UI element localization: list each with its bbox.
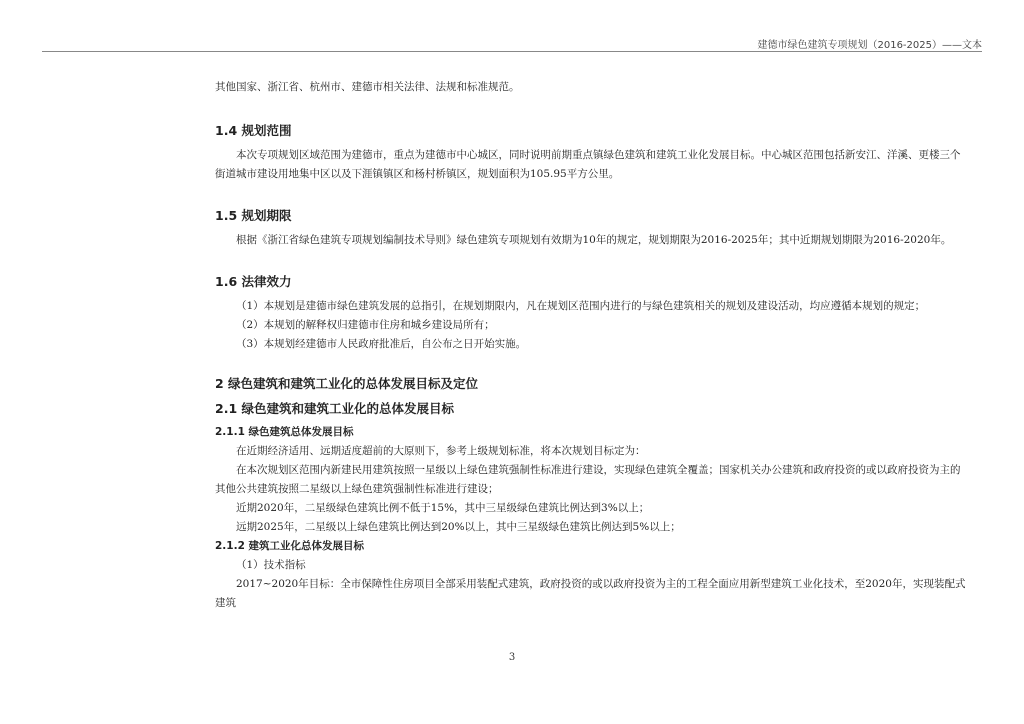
list-1-6 bbox=[215, 297, 966, 354]
heading-2-1-2: 2.1.2 建筑工业化总体发展目标 bbox=[215, 540, 365, 552]
list-item: （2）本规划的解释权归建德市住房和城乡建设局所有； bbox=[236, 319, 495, 331]
heading-1-5: 1.5 规划期限 bbox=[215, 208, 292, 223]
paragraph-2-1-1-b: 在本次规划区范围内新建民用建筑按照一星级以上绿色建筑强制性标准进行建设，实现绿色建筑全覆盖；国家机关办公建筑和政府投资的或以政府投资为主的其他公共建筑按照二星级以上绿色建筑强制性标准进行建设； bbox=[215, 464, 961, 495]
list-item: （1）本规划是建德市绿色建筑发展的总指引，在规划期限内，凡在规划区范围内进行的与绿色建筑相关的规划及建设活动，均应遵循本规划的规定； bbox=[236, 300, 926, 312]
list-item: （1）技术指标 bbox=[236, 559, 306, 571]
paragraph-1-5: 根据《浙江省绿色建筑专项规划编制技术导则》绿色建筑专项规划有效期为10年的规定，规划期限为2016-2025年；其中近期规划期限为2016-2020年。 bbox=[236, 234, 952, 246]
heading-2-1-1: 2.1.1 绿色建筑总体发展目标 bbox=[215, 426, 354, 438]
intro-line: 其他国家、浙江省、杭州市、建德市相关法律、法规和标准规范。 bbox=[215, 81, 520, 93]
list-item: （3）本规划经建德市人民政府批准后，自公布之日开始实施。 bbox=[236, 338, 527, 350]
heading-1-4: 1.4 规划范围 bbox=[215, 123, 292, 138]
page-number: 3 bbox=[508, 652, 516, 663]
paragraph-2-1-1-a: 在近期经济适用、远期适度超前的大原则下，参考上级规划标准，将本次规划目标定为： bbox=[236, 445, 646, 457]
paragraph-2-1-1-d: 远期2025年，二星级以上绿色建筑比例达到20%以上，其中三星级绿色建筑比例达到5%以上； bbox=[236, 521, 681, 533]
running-header: 建德市绿色建筑专项规划（2016-2025）——文本 bbox=[757, 40, 982, 51]
heading-1-6: 1.6 法律效力 bbox=[215, 274, 292, 289]
heading-2-1: 2.1 绿色建筑和建筑工业化的总体发展目标 bbox=[215, 401, 454, 416]
heading-2: 2 绿色建筑和建筑工业化的总体发展目标及定位 bbox=[215, 376, 479, 391]
header-rule bbox=[42, 51, 982, 52]
paragraph-2-1-1-c: 近期2020年，二星级绿色建筑比例不低于15%，其中三星级绿色建筑比例达到3%以上； bbox=[236, 502, 650, 514]
paragraph-1-4: 本次专项规划区域范围为建德市，重点为建德市中心城区，同时说明前期重点镇绿色建筑和建筑工业化发展目标。中心城区范围包括新安江、洋溪、更楼三个街道城市建设用地集中区以及下涯镇镇区和杨村桥镇区，规划面积为105.95平方公里。 bbox=[215, 149, 961, 180]
paragraph-2-1-2: 2017~2020年目标：全市保障性住房项目全部采用装配式建筑，政府投资的或以政府投资为主的工程全面应用新型建筑工业化技术，至2020年，实现装配式建筑 bbox=[215, 578, 966, 609]
page-body bbox=[215, 78, 966, 613]
